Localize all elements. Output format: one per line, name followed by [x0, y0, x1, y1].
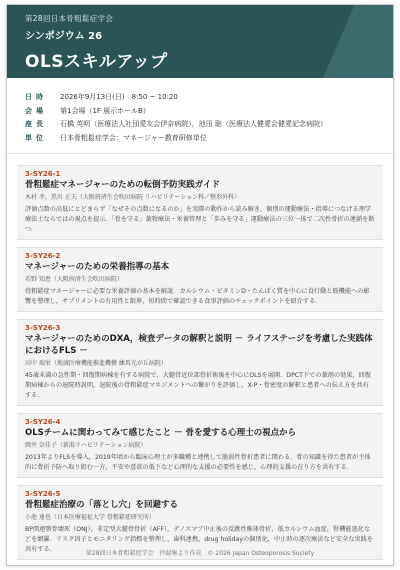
- info-label: 会場: [25, 106, 47, 115]
- presentation-code: 3-SY26-2: [25, 252, 61, 260]
- presentation-abstract: 骨粗鬆症マネージャーに必要な栄養評価の基本を解説．カルシウム・ビタミンD・たんぱく質を中心に食行動と筋機能への影響を整理し，サプリメントの有用性と限界，短時間で確認できる食事評価のチェックポイントを紹介する．: [25, 288, 370, 305]
- presentation-item: [17, 165, 383, 240]
- presentation-item: [17, 247, 383, 312]
- presentation-code: 3-SY26-1: [25, 170, 61, 178]
- info-row-datetime: [25, 91, 375, 105]
- page-footer: 第28回日本骨粗鬆症学会 抄録集より作成 © 2026 Japan Osteoporosis Society: [85, 550, 315, 557]
- presentation-author: 木村 孝，黒川 正夫（大阪府済生会吹田病院 リハビリテーション科／整形外科）: [25, 194, 241, 201]
- presentation-title: マネージャーのためのDXA，検査データの解釈と説明 － ライフステージを考慮した実践体におけるFLS －: [25, 334, 373, 356]
- presentation-abstract: 2013年よりFLSを導入，2019年頃から臨床心理士が多職種と連携して脆弱性骨折患者に関わる．骨の知識を得た患者が主体的に骨折予防へ取り組む一方，不安や意欲の低下など心理的な支援の必要性を感じ，心理的支援の在り方を共有する．: [25, 454, 371, 471]
- symposium-label: シンポジウム 26: [25, 31, 103, 42]
- info-row-venue: [25, 105, 375, 119]
- presentation-list: [7, 154, 393, 560]
- info-label: 座長: [25, 120, 47, 128]
- presentation-item: [17, 413, 383, 478]
- info-value: 2026年9月13日(日) 8:50 ~ 10:20: [60, 93, 178, 101]
- conference-name: 第28回日本骨粗鬆症学会: [25, 14, 114, 23]
- presentation-code: 3-SY26-4: [25, 418, 61, 426]
- presentation-author: 岡井 奈佳子（新潟リハビリテーション病院）: [25, 442, 147, 449]
- info-row-credits: [25, 132, 375, 146]
- page-title: OLSスキルアップ: [25, 52, 168, 72]
- presentation-title: 骨粗鬆症治療の「落とし穴」を回避する: [25, 500, 179, 510]
- info-row-chairs: [25, 118, 375, 132]
- info-value: 石橋 英明（医療法人社団愛友会伊奈病院），池田 聡（医療法人健愛会健愛記念病院）: [60, 120, 327, 128]
- presentation-code: 3-SY26-5: [25, 490, 61, 498]
- presentation-abstract: 45歳未満の急性期・回復期病棟を有する病院で，大腿骨近位部骨折術後を中心にOLSを展開．DPCT下での薬剤の効果，回復期病棟からの退院時説明，退院後の骨粗鬆症マネジメントへの繋がりを評価し，X-P・骨密度の解釈と患者への伝え方を共有する．: [25, 372, 371, 399]
- info-value: 第1会場（1F 展示ホールB）: [60, 106, 150, 115]
- presentation-title: 骨粗鬆症マネージャーのための転倒予防実践ガイド: [25, 180, 220, 190]
- info-value: 日本骨粗鬆症学会：マネージャー教育研修単位: [60, 133, 207, 142]
- presentation-title: マネージャーのための栄養指導の基本: [25, 262, 170, 272]
- presentation-author: 小池 達也（日本医療福祉大学 骨粗鬆症研究所）: [25, 514, 155, 521]
- info-label: 日時: [25, 93, 47, 101]
- info-label: 単位: [25, 133, 47, 142]
- session-info: [7, 78, 393, 154]
- presentation-code: 3-SY26-3: [25, 324, 61, 332]
- presentation-title: OLSチームに関わってみて感じたこと － 骨を愛する心理士の視点から: [25, 428, 297, 438]
- presentation-abstract: 評価点数の高低にとどまらず「なぜその点数になるのか」を実際の動作から読み解き，個別の運動療法・指導につなげる理学療法士ならではの視点を提示．「骨を守る」薬物療法・栄養管理と「歩みを守る」運動療法の三位一体で二次性骨折の連鎖を断つ．: [25, 206, 375, 233]
- presentation-item: [17, 319, 383, 406]
- presentation-abstract: BP関連顎骨壊死（ONJ），非定型大腿骨骨折（AFF），デノスマブ中止後の反跳性椎体骨折，低カルシウム血症，腎機能悪化などを網羅．リスク因子とモニタリング指標を整理し，歯科連携，drug holidayの個別化，中止時の逐次療法など安全な実践を共有する．: [25, 526, 373, 553]
- presentation-author: 田中 瑞栄（地域医療機能推進機構 練馬光が丘病院）: [25, 360, 167, 367]
- presentation-author: 若野 知恵（大阪府済生会吹田病院）: [25, 276, 123, 283]
- header-banner: [7, 5, 393, 78]
- program-page: [6, 4, 394, 566]
